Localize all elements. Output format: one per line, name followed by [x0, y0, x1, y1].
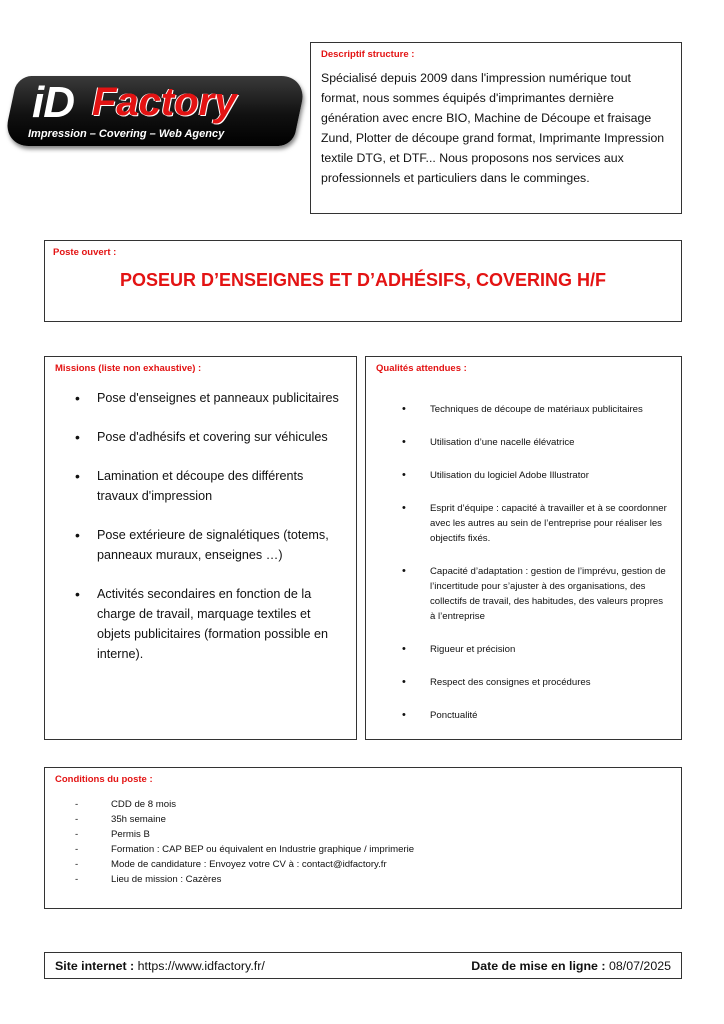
job-box [44, 240, 682, 322]
website-label: Site internet : [55, 958, 135, 973]
qualities-title: Qualités attendues : [376, 363, 467, 374]
publish-date-info [471, 959, 671, 973]
qualities-box [365, 356, 682, 740]
conditions-list [55, 797, 671, 887]
list-item: - Formation : CAP BEP ou équivalent en Industrie graphique / imprimerie [75, 842, 671, 857]
logo-factory-text: Factory [92, 80, 237, 124]
list-item: • Pose d'adhésifs et covering sur véhicules [75, 427, 346, 447]
missions-list [55, 388, 346, 664]
conditions-title: Conditions du poste : [55, 774, 153, 785]
list-item: - 35h semaine [75, 812, 671, 827]
description-text: Spécialisé depuis 2009 dans l'impression numérique tout format, nous sommes équipés d'imprimantes dernière génération avec encre BIO, Machine de Découpe et fraisage Zund, Plotter de découpe grand format, Imprimante Impression textile DTG, et DTF... Nous proposons nos services aux professionnels et particuliers dans le comminges. [321, 71, 665, 185]
website-url[interactable]: https://www.idfactory.fr/ [137, 958, 265, 973]
list-item: • Respect des consignes et procédures [394, 675, 671, 690]
list-item: - Lieu de mission : Cazères [75, 872, 671, 887]
list-item: • Ponctualité [394, 708, 671, 723]
website-info [55, 959, 265, 973]
list-item: • Pose d'enseignes et panneaux publicitaires [75, 388, 346, 408]
list-item: • Techniques de découpe de matériaux publicitaires [394, 402, 671, 417]
missions-box [44, 356, 357, 740]
list-item: • Utilisation d’une nacelle élévatrice [394, 435, 671, 450]
job-title: POSEUR D’ENSEIGNES ET D’ADHÉSIFS, COVERING H/F [119, 270, 607, 290]
list-item: • Capacité d’adaptation : gestion de l’imprévu, gestion de l’incertitude pour s’ajuster à des organisations, des collectifs de travail, des habitudes, des valeurs propres à l’entreprise [394, 564, 671, 624]
logo-id-text: iD [32, 78, 74, 127]
description-title: Descriptif structure : [321, 49, 415, 60]
list-item: • Rigueur et précision [394, 642, 671, 657]
publish-date-label: Date de mise en ligne : [471, 958, 606, 973]
list-item: - CDD de 8 mois [75, 797, 671, 812]
missions-title: Missions (liste non exhaustive) : [55, 363, 202, 374]
list-item: • Utilisation du logiciel Adobe Illustrator [394, 468, 671, 483]
logo-tagline: Impression – Covering – Web Agency [28, 128, 225, 140]
publish-date-value: 08/07/2025 [608, 958, 671, 973]
list-item: • Activités secondaires en fonction de la charge de travail, marquage textiles et objets publicitaires (formation possible en interne). [75, 584, 346, 664]
description-box [310, 42, 682, 214]
qualities-list [376, 402, 671, 723]
footer-box [44, 952, 682, 979]
list-item: - Mode de candidature : Envoyez votre CV à : contact@idfactory.fr [75, 857, 671, 872]
list-item: • Esprit d’équipe : capacité à travailler et à se coordonner avec les autres au sein de l’entreprise pour réaliser les objectifs fixés. [394, 501, 671, 546]
job-section-title: Poste ouvert : [53, 247, 117, 258]
list-item: • Lamination et découpe des différents travaux d'impression [75, 466, 346, 506]
idfactory-logo [10, 76, 300, 158]
conditions-box [44, 767, 682, 909]
list-item: • Pose extérieure de signalétiques (totems, panneaux muraux, enseignes …) [75, 525, 346, 565]
list-item: - Permis B [75, 827, 671, 842]
